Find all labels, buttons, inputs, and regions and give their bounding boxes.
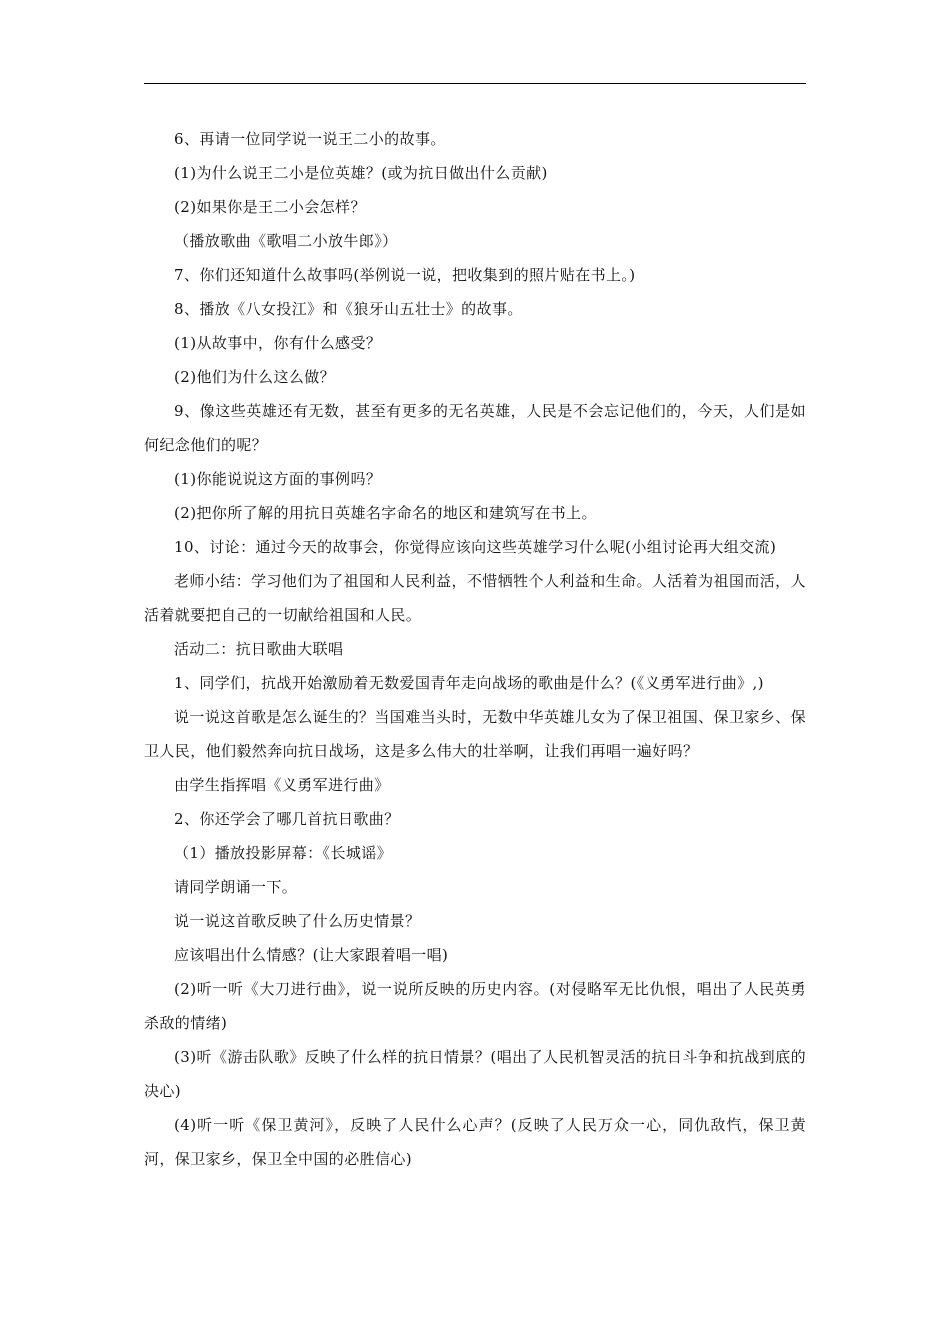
paragraph: (3)听《游击队歌》反映了什么样的抗日情景？(唱出了人民机智灵活的抗日斗争和抗战到底的决心) bbox=[144, 1048, 806, 1100]
paragraph: 1、同学们，抗战开始激励着无数爱国青年走向战场的歌曲是什么？(《义勇军进行曲》,) bbox=[174, 674, 764, 692]
paragraph: 8、播放《八女投江》和《狼牙山五壮士》的故事。 bbox=[174, 300, 523, 318]
document-body bbox=[144, 122, 806, 1176]
paragraph: 说一说这首歌是怎么诞生的？当国难当头时，无数中华英雄儿女为了保卫祖国、保卫家乡、保卫人民，他们毅然奔向抗日战场，这是多么伟大的壮举啊，让我们再唱一遍好吗？ bbox=[144, 708, 806, 760]
paragraph: 9、像这些英雄还有无数，甚至有更多的无名英雄，人民是不会忘记他们的，今天，人们是如何纪念他们的呢？ bbox=[144, 402, 806, 454]
paragraph: 2、你还学会了哪几首抗日歌曲？ bbox=[174, 810, 400, 828]
paragraph: 老师小结：学习他们为了祖国和人民利益，不惜牺牲个人利益和生命。人活着为祖国而活，人活着就要把自己的一切献给祖国和人民。 bbox=[144, 572, 806, 624]
paragraph: (2)把你所了解的用抗日英雄名字命名的地区和建筑写在书上。 bbox=[174, 504, 597, 522]
paragraph: (1)从故事中，你有什么感受？ bbox=[174, 334, 382, 352]
paragraph: (1)为什么说王二小是位英雄？(或为抗日做出什么贡献) bbox=[174, 164, 548, 182]
paragraph: (1)你能说说这方面的事例吗？ bbox=[174, 470, 382, 488]
paragraph: 说一说这首歌反映了什么历史情景？ bbox=[174, 912, 421, 930]
paragraph: 请同学朗诵一下。 bbox=[174, 878, 298, 896]
section-heading: 活动二：抗日歌曲大联唱 bbox=[174, 640, 344, 658]
paragraph: 10、讨论：通过今天的故事会，你觉得应该向这些英雄学习什么呢(小组讨论再大组交流) bbox=[174, 538, 777, 556]
paragraph: (2)听一听《大刀进行曲》，说一说所反映的历史内容。(对侵略军无比仇恨，唱出了人民英勇杀敌的情绪) bbox=[144, 980, 806, 1032]
paragraph: 由学生指挥唱《义勇军进行曲》 bbox=[174, 776, 390, 794]
paragraph: （播放歌曲《歌唱二小放牛郎》） bbox=[174, 232, 398, 250]
paragraph: (4)听一听《保卫黄河》，反映了人民什么心声？(反映了人民万众一心，同仇敌忾，保卫黄河，保卫家乡，保卫全中国的必胜信心) bbox=[144, 1116, 806, 1168]
header-rule bbox=[144, 83, 806, 84]
paragraph: (2)他们为什么这么做？ bbox=[174, 368, 336, 386]
paragraph: （1）播放投影屏幕：《长城谣》 bbox=[174, 844, 393, 862]
paragraph: 6、再请一位同学说一说王二小的故事。 bbox=[174, 130, 446, 148]
paragraph: 应该唱出什么情感？(让大家跟着唱一唱) bbox=[174, 946, 449, 964]
paragraph: 7、你们还知道什么故事吗(举例说一说，把收集到的照片贴在书上。) bbox=[174, 266, 636, 284]
paragraph: (2)如果你是王二小会怎样？ bbox=[174, 198, 366, 216]
